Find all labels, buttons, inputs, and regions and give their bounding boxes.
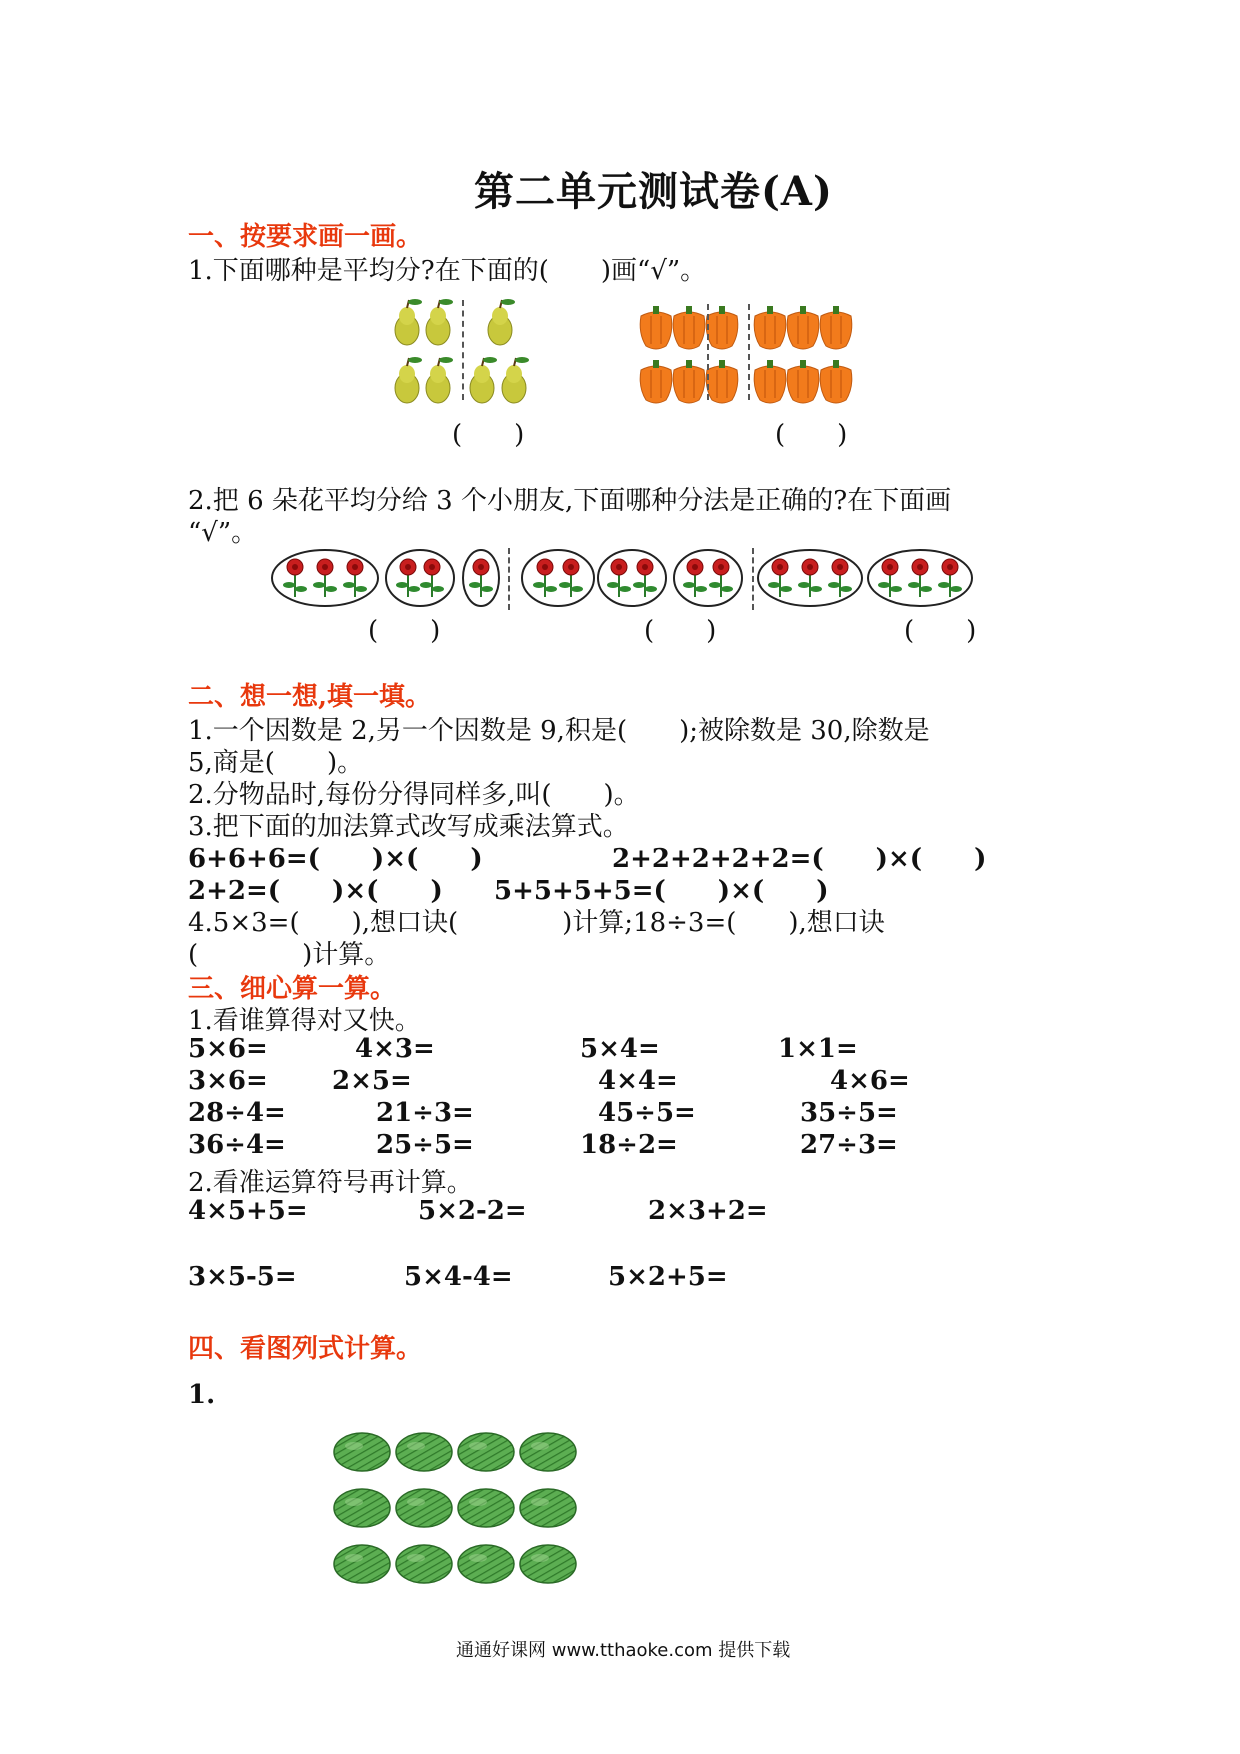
calc-item: 4×5+5=: [188, 1196, 308, 1226]
s4-q1-number: 1.: [188, 1380, 216, 1410]
calc-item: 27÷3=: [800, 1130, 898, 1160]
section-4-heading: 四、看图列式计算。: [188, 1334, 423, 1364]
calc-item: 35÷5=: [800, 1098, 898, 1128]
calc-item: 5×4=: [580, 1034, 660, 1064]
calc-item: 5×2-2=: [418, 1196, 527, 1226]
s1-q1-text: 1.下面哪种是平均分?在下面的( )画“√”。: [188, 256, 707, 286]
calc-item: 5×2+5=: [608, 1262, 728, 1292]
s2-line-4: 3.把下面的加法算式改写成乘法算式。: [188, 812, 629, 842]
calc-item: 2×5=: [332, 1066, 412, 1096]
calc-item: 4×3=: [355, 1034, 435, 1064]
s1-q2-answer-paren-1[interactable]: ( ): [368, 616, 441, 646]
calc-item: 4×4=: [598, 1066, 678, 1096]
calc-item: 4×6=: [830, 1066, 910, 1096]
s2-line-1: 1.一个因数是 2,另一个因数是 9,积是( );被除数是 30,除数是: [188, 716, 930, 746]
section-2-heading: 二、想一想,填一填。: [188, 682, 432, 712]
s2-expr-3: 2+2=( )×( ): [188, 876, 443, 906]
calc-item: 45÷5=: [598, 1098, 696, 1128]
section-3-heading: 三、细心算一算。: [188, 974, 397, 1004]
s2-expr-2: 2+2+2+2+2=( )×( ): [612, 844, 987, 874]
s2-line-3: 2.分物品时,每份分得同样多,叫( )。: [188, 780, 640, 810]
calc-item: 1×1=: [778, 1034, 858, 1064]
calc-item: 28÷4=: [188, 1098, 286, 1128]
s2-expr-1: 6+6+6=( )×( ): [188, 844, 483, 874]
calc-item: 5×6=: [188, 1034, 268, 1064]
s1-q2-text-line1: 2.把 6 朵花平均分给 3 个小朋友,下面哪种分法是正确的?在下面画: [188, 486, 952, 516]
calc-item: 21÷3=: [376, 1098, 474, 1128]
s1-q2-text-line2: “√”。: [188, 518, 258, 548]
s2-expr-4: 5+5+5+5=( )×( ): [494, 876, 829, 906]
calc-item: 2×3+2=: [648, 1196, 768, 1226]
watermelon-icon: [334, 1433, 576, 1583]
s2-line-5: 4.5×3=( ),想口诀( )计算;18÷3=( ),想口诀: [188, 908, 885, 938]
calc-item: 18÷2=: [580, 1130, 678, 1160]
calc-item: 3×5-5=: [188, 1262, 297, 1292]
s1-q2-answer-paren-2[interactable]: ( ): [644, 616, 717, 646]
s3-q2-text: 2.看准运算符号再计算。: [188, 1168, 473, 1198]
calc-item: 5×4-4=: [404, 1262, 513, 1292]
footer-text: 通通好课网 www.tthaoke.com 提供下载: [456, 1640, 791, 1661]
s1-q2-answer-paren-3[interactable]: ( ): [904, 616, 977, 646]
s1-q1-answer-paren-2[interactable]: ( ): [775, 420, 848, 450]
calc-item: 25÷5=: [376, 1130, 474, 1160]
s1-q1-answer-paren-1[interactable]: ( ): [452, 420, 525, 450]
calc-item: 3×6=: [188, 1066, 268, 1096]
s2-line-2: 5,商是( )。: [188, 748, 364, 778]
page-title: 第二单元测试卷(A): [474, 168, 833, 215]
section-1-heading: 一、按要求画一画。: [188, 222, 423, 252]
calc-item: 36÷4=: [188, 1130, 286, 1160]
s2-line-6: ( )计算。: [188, 940, 391, 970]
s3-q1-text: 1.看谁算得对又快。: [188, 1006, 421, 1036]
